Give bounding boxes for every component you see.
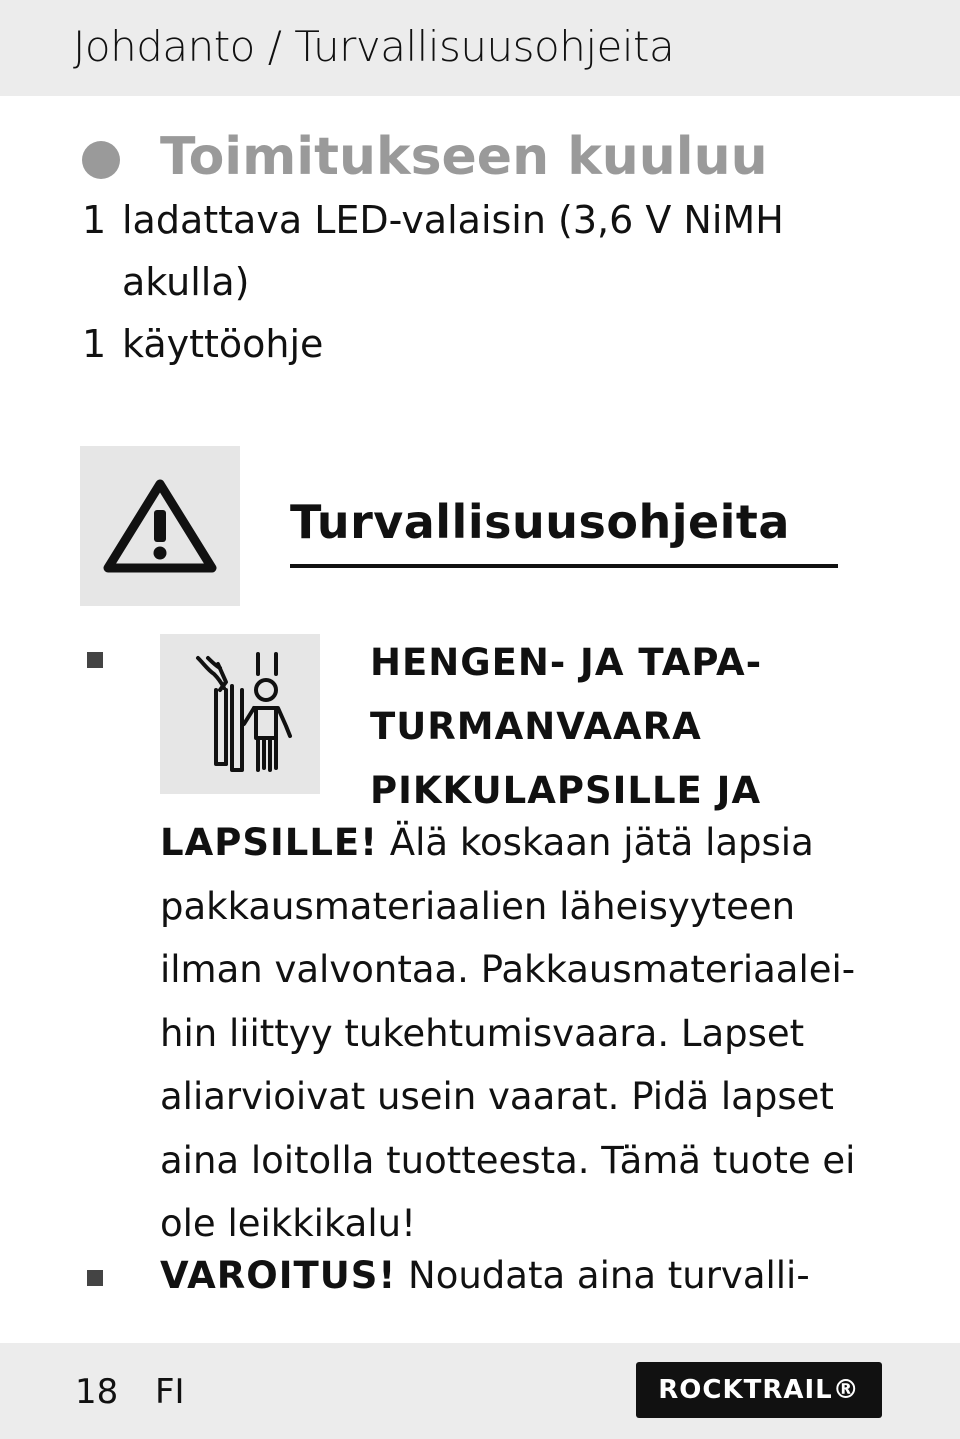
page-number: 18 bbox=[75, 1372, 119, 1412]
item-quantity: 1 bbox=[82, 198, 107, 242]
item-text: ladattava LED-valaisin (3,6 V NiMH bbox=[122, 198, 784, 242]
section-bullet-dot bbox=[82, 141, 120, 179]
lead-rest: Älä koskaan jätä lapsia bbox=[378, 821, 814, 864]
paragraph-line: pakkausmateriaalien läheisyyteen bbox=[160, 884, 796, 928]
page-header-title: Johdanto / Turvallisuusohjeita bbox=[73, 22, 675, 71]
paragraph-line: aliarvioivat usein vaarat. Pidä lapset bbox=[160, 1075, 834, 1118]
warning-icon-box bbox=[80, 446, 240, 606]
list-item bbox=[82, 313, 784, 375]
child-danger-icon bbox=[160, 634, 320, 794]
warning-paragraph bbox=[160, 1245, 810, 1307]
hazard-paragraph bbox=[160, 811, 855, 1256]
paragraph-line: ole leikkikalu! bbox=[160, 1202, 416, 1245]
warning-triangle-icon bbox=[100, 476, 220, 576]
square-bullet bbox=[87, 1270, 103, 1286]
caps-line: TURMANVAARA bbox=[370, 705, 702, 748]
paragraph-line: ilman valvontaa. Pakkausmateriaalei- bbox=[160, 948, 856, 991]
caps-line: PIKKULAPSILLE JA bbox=[370, 769, 762, 812]
paragraph-line: hin liittyy tukehtumisvaara. Lapset bbox=[160, 1011, 805, 1055]
item-quantity: 1 bbox=[82, 322, 107, 366]
warning-lead-bold: VAROITUS! bbox=[160, 1254, 397, 1297]
list-item bbox=[82, 189, 784, 251]
caps-line: HENGEN- JA TAPA- bbox=[370, 641, 763, 684]
paragraph-line bbox=[160, 811, 855, 875]
contents-list bbox=[82, 189, 784, 375]
delivery-heading: Toimitukseen kuuluu bbox=[160, 127, 768, 187]
item-text: käyttöohje bbox=[122, 322, 324, 366]
square-bullet bbox=[87, 652, 103, 668]
language-code: FI bbox=[155, 1372, 185, 1412]
brand-logo: ROCKTRAIL® bbox=[636, 1362, 882, 1418]
list-item-continuation bbox=[82, 251, 784, 313]
hazard-caps-heading bbox=[370, 631, 762, 823]
safety-heading: Turvallisuusohjeita bbox=[290, 495, 790, 549]
paragraph-line: aina loitolla tuotteesta. Tämä tuote ei bbox=[160, 1138, 856, 1182]
warning-lead-rest: Noudata aina turvalli- bbox=[396, 1254, 810, 1297]
heading-underline bbox=[290, 564, 838, 568]
child-hazard-icon-box bbox=[160, 634, 320, 794]
lead-bold: LAPSILLE! bbox=[160, 821, 379, 864]
item-text-continued: akulla) bbox=[122, 260, 250, 304]
